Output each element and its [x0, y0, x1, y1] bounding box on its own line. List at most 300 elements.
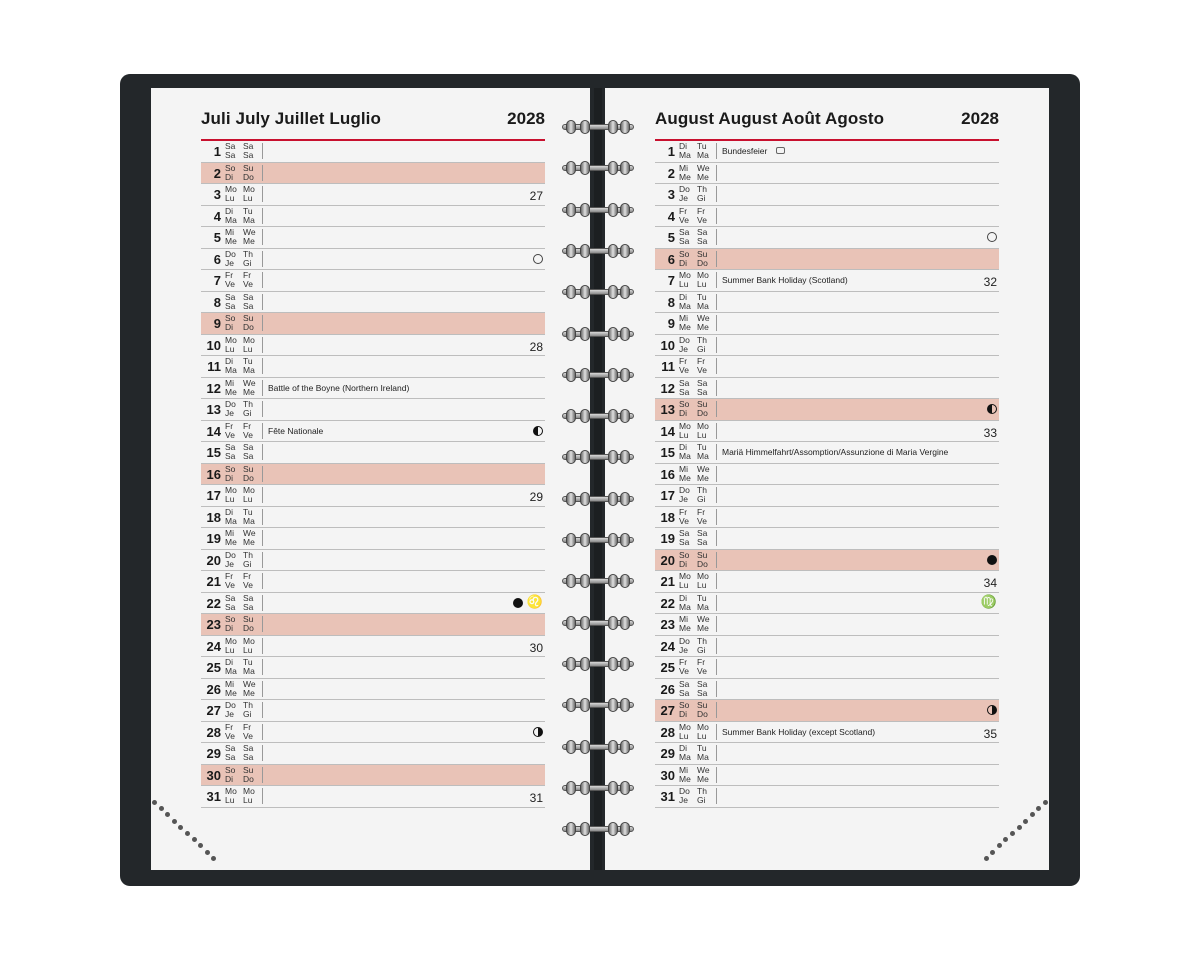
- weekday-abbr-en: Th: [243, 248, 253, 259]
- weekday-abbr-it: Ma: [243, 515, 255, 526]
- weekday-abbr-it: Gi: [697, 343, 706, 354]
- binding-ring: [562, 118, 634, 136]
- day-number: 23: [206, 617, 221, 632]
- binding-ring: [562, 738, 634, 756]
- ring-loop: [580, 327, 590, 341]
- ring-loop: [620, 533, 630, 547]
- ring-loop: [566, 492, 576, 506]
- weekday-abbr-en: Sa: [697, 377, 708, 388]
- weekday-abbr: [243, 293, 253, 311]
- week-number: 29: [529, 490, 543, 504]
- weekday-abbr: [243, 551, 253, 569]
- weekday-abbr-en: Tu: [697, 141, 707, 151]
- weekday-abbr-fr: Ma: [679, 752, 691, 762]
- weekday-abbr-fr: Di: [225, 472, 234, 483]
- weekday-abbr-en: Fr: [697, 506, 706, 517]
- day-row: [655, 765, 999, 787]
- column-separator: [262, 251, 263, 267]
- ring-loop: [620, 327, 630, 341]
- weekday-abbr-fr: Di: [225, 171, 234, 182]
- column-separator: [262, 380, 263, 396]
- weekday-abbr: [697, 529, 707, 547]
- weekday-abbr: [243, 680, 256, 698]
- weekday-abbr-en: Sa: [697, 528, 708, 538]
- weekday-abbr-it: Ma: [697, 601, 709, 612]
- day-row: [201, 636, 545, 658]
- day-row: [201, 743, 545, 765]
- weekday-abbr: [697, 594, 709, 612]
- weekday-abbr: [679, 508, 689, 526]
- ring-loop: [566, 698, 576, 712]
- weekday-abbr-fr: Ve: [679, 214, 689, 225]
- weekday-abbr-it: Me: [697, 623, 709, 633]
- weekday-abbr-fr: Je: [679, 795, 688, 805]
- day-row: [201, 378, 545, 400]
- day-row: [655, 249, 999, 271]
- weekday-abbr-it: Ma: [697, 300, 709, 311]
- day-row: [201, 571, 545, 593]
- weekday-abbr-en: Mo: [697, 721, 709, 732]
- day-number: 11: [661, 359, 675, 374]
- day-number: 12: [206, 380, 221, 396]
- weekday-abbr: [679, 701, 689, 719]
- column-separator: [716, 186, 717, 202]
- weekday-abbr-en: Tu: [697, 442, 707, 452]
- day-row: [201, 141, 545, 163]
- moon-new-icon: [987, 555, 997, 565]
- day-row: [655, 227, 999, 249]
- zodiac-icon: ♌: [526, 593, 543, 609]
- weekday-abbr-en: Mo: [243, 184, 255, 194]
- ring-loop: [608, 285, 618, 299]
- weekday-abbr: [679, 293, 691, 311]
- ring-loop: [608, 327, 618, 341]
- weekday-abbr-en: Su: [243, 162, 254, 173]
- weekday-abbr: [679, 357, 689, 375]
- ring-loop: [620, 285, 630, 299]
- weekday-abbr-fr: Lu: [679, 279, 689, 289]
- weekday-abbr: [225, 658, 237, 676]
- binding-ring: [562, 490, 634, 508]
- column-separator: [262, 745, 263, 761]
- weekday-abbr-en: Su: [697, 549, 708, 560]
- weekday-abbr: [679, 766, 691, 784]
- day-row: [655, 593, 999, 615]
- weekday-abbr-en: Th: [243, 700, 253, 710]
- day-number: 7: [667, 273, 675, 288]
- binding-ring: [562, 407, 634, 425]
- column-separator: [716, 681, 717, 697]
- weekday-abbr-it: Do: [697, 408, 708, 418]
- weekday-abbr-en: Tu: [243, 506, 253, 517]
- weekday-abbr: [225, 680, 237, 698]
- ring-loop: [580, 161, 590, 175]
- day-row: [201, 485, 545, 507]
- weekday-abbr: [225, 744, 235, 762]
- weekday-abbr-fr: Sa: [225, 752, 236, 762]
- column-separator: [716, 401, 717, 417]
- weekday-abbr: [697, 723, 709, 741]
- moon-half-left-icon: [987, 404, 997, 414]
- weekday-abbr-en: Mo: [243, 786, 255, 796]
- binding-ring: [562, 366, 634, 384]
- day-row: [201, 292, 545, 314]
- day-number: 14: [660, 423, 675, 439]
- ring-loop: [580, 533, 590, 547]
- weekday-abbr-de: Mo: [679, 571, 691, 581]
- column-separator: [262, 401, 263, 417]
- weekday-abbr: [225, 314, 235, 332]
- weekday-abbr-de: Di: [225, 205, 234, 216]
- day-number: 3: [213, 187, 221, 202]
- day-number: 29: [660, 746, 675, 761]
- ring-loop: [580, 574, 590, 588]
- weekday-abbr: [243, 422, 253, 440]
- weekday-abbr: [225, 594, 235, 612]
- week-number: 27: [529, 189, 543, 203]
- moon-new-icon: [513, 598, 523, 608]
- weekday-abbr-de: Di: [679, 442, 688, 452]
- weekday-abbr-fr: Je: [679, 343, 688, 354]
- ring-loop: [608, 781, 618, 795]
- weekday-abbr-en: Fr: [243, 270, 252, 280]
- column-separator: [716, 724, 717, 740]
- day-number: 10: [660, 337, 675, 353]
- weekday-abbr-fr: Sa: [679, 537, 690, 547]
- day-row: [655, 378, 999, 400]
- weekday-abbr-it: Ma: [697, 150, 709, 160]
- week-number: 28: [529, 339, 543, 354]
- weekday-abbr-it: Ma: [697, 451, 709, 461]
- moon-half-left-icon: [533, 426, 543, 436]
- weekday-abbr-it: Me: [243, 386, 255, 397]
- weekday-abbr-it: Lu: [243, 644, 253, 655]
- swiss-flag-icon: [776, 147, 785, 154]
- weekday-abbr-en: Sa: [243, 141, 254, 151]
- day-row: [655, 163, 999, 185]
- weekday-abbr: [679, 207, 689, 225]
- weekday-abbr-de: Do: [679, 184, 690, 194]
- weekday-abbr-it: Lu: [243, 494, 253, 504]
- week-number: 31: [529, 791, 543, 805]
- weekday-abbr-fr: Lu: [225, 644, 235, 655]
- weekday-abbr: [679, 572, 691, 590]
- weekday-abbr-de: Di: [679, 141, 688, 151]
- column-separator: [262, 487, 263, 503]
- moon-full-icon: [533, 254, 543, 264]
- weekday-abbr: [679, 443, 691, 461]
- weekday-abbr: [697, 142, 709, 160]
- weekday-abbr-it: Gi: [243, 709, 252, 719]
- weekday-abbr-it: Lu: [243, 193, 253, 203]
- day-row: [201, 657, 545, 679]
- weekday-abbr-fr: Di: [679, 257, 688, 268]
- weekday-abbr-fr: Ma: [225, 515, 237, 526]
- weekday-abbr: [225, 207, 237, 225]
- perforation-dot: [192, 837, 197, 842]
- weekday-abbr-de: Di: [679, 743, 688, 753]
- weekday-abbr: [225, 486, 237, 504]
- weekday-abbr-fr: Di: [225, 322, 234, 332]
- day-number: 8: [213, 294, 221, 310]
- week-number: 34: [983, 576, 997, 590]
- ring-loop: [580, 368, 590, 382]
- weekday-abbr: [225, 400, 236, 418]
- weekday-abbr-fr: Sa: [679, 687, 690, 698]
- weekday-abbr-fr: Me: [679, 171, 691, 182]
- day-number: 19: [206, 531, 221, 546]
- weekday-abbr: [697, 486, 707, 504]
- weekday-abbr-de: So: [679, 700, 690, 710]
- weekday-abbr-en: Th: [697, 786, 707, 796]
- day-number: 1: [213, 144, 221, 159]
- day-number: 8: [667, 294, 675, 310]
- perforation-dot: [172, 819, 177, 824]
- day-row: [201, 679, 545, 701]
- column-separator: [262, 788, 263, 804]
- weekday-abbr-fr: Me: [225, 236, 237, 246]
- ring-loop: [608, 450, 618, 464]
- weekday-abbr-it: Sa: [243, 752, 254, 762]
- weekday-abbr-de: Mi: [679, 463, 688, 474]
- weekday-abbr: [243, 594, 253, 612]
- weekday-abbr-en: We: [697, 764, 710, 775]
- day-row: [201, 356, 545, 378]
- weekday-abbr-de: Sa: [225, 442, 236, 452]
- weekday-abbr-it: Ve: [697, 666, 707, 676]
- weekday-abbr: [679, 637, 690, 655]
- weekday-abbr-de: Mo: [225, 786, 237, 796]
- column-separator: [716, 294, 717, 310]
- day-row: [201, 184, 545, 206]
- weekday-abbr: [697, 250, 708, 268]
- perforation-dot: [1010, 831, 1015, 836]
- column-separator: [716, 595, 717, 611]
- weekday-abbr-en: Fr: [243, 721, 252, 732]
- weekday-abbr: [679, 680, 689, 698]
- day-row: [655, 722, 999, 744]
- day-row: [655, 421, 999, 443]
- weekday-abbr: [243, 529, 256, 547]
- holiday-label: Bundesfeier: [722, 146, 768, 156]
- day-number: 9: [667, 316, 675, 331]
- weekday-abbr-fr: Ve: [225, 279, 235, 289]
- weekday-abbr: [679, 400, 689, 418]
- column-separator: [262, 423, 263, 439]
- ring-loop: [566, 203, 576, 217]
- day-number: 18: [660, 509, 675, 525]
- weekday-abbr-de: Fr: [679, 356, 688, 366]
- perforation-dot: [984, 856, 989, 861]
- day-number: 1: [667, 144, 675, 159]
- weekday-abbr: [679, 787, 690, 805]
- day-row: [201, 614, 545, 636]
- weekday-abbr: [697, 680, 707, 698]
- weekday-abbr-en: Sa: [243, 442, 254, 452]
- day-number: 25: [206, 660, 221, 675]
- column-separator: [262, 466, 263, 482]
- weekday-abbr: [679, 529, 689, 547]
- weekday-abbr-it: Lu: [243, 343, 253, 354]
- day-number: 26: [660, 681, 675, 697]
- weekday-abbr: [243, 379, 256, 397]
- weekday-abbr-de: Mo: [679, 270, 691, 280]
- weekday-abbr-en: Th: [697, 184, 707, 194]
- weekday-abbr: [243, 486, 255, 504]
- perforation-dot: [1023, 819, 1028, 824]
- weekday-abbr-de: Mi: [679, 313, 688, 323]
- perforation-dot: [152, 800, 157, 805]
- column-separator: [716, 358, 717, 374]
- weekday-abbr: [225, 723, 235, 741]
- day-row: [655, 700, 999, 722]
- day-list: [201, 141, 545, 808]
- weekday-abbr-de: Mo: [679, 420, 691, 431]
- ring-loop: [566, 533, 576, 547]
- weekday-abbr-en: Tu: [697, 592, 707, 603]
- column-separator: [262, 767, 263, 783]
- weekday-abbr-en: Su: [243, 614, 254, 624]
- weekday-abbr-it: Me: [243, 537, 255, 547]
- binding-ring: [562, 531, 634, 549]
- day-row: [201, 421, 545, 443]
- weekday-abbr-de: Sa: [225, 141, 236, 151]
- weekday-abbr-fr: Sa: [679, 386, 690, 397]
- weekday-abbr-fr: Di: [225, 773, 234, 784]
- column-separator: [716, 272, 717, 288]
- weekday-abbr-it: Lu: [243, 795, 253, 805]
- day-number: 15: [206, 445, 221, 460]
- column-separator: [716, 251, 717, 267]
- ring-loop: [608, 409, 618, 423]
- weekday-abbr-en: Fr: [243, 420, 252, 431]
- weekday-abbr-en: Mo: [697, 420, 709, 431]
- ring-loop: [620, 368, 630, 382]
- weekday-abbr: [679, 658, 689, 676]
- day-row: [655, 399, 999, 421]
- ring-loop: [608, 616, 618, 630]
- weekday-abbr: [243, 443, 253, 461]
- weekday-abbr: [243, 185, 255, 203]
- weekday-abbr-en: Th: [243, 549, 253, 560]
- perforation-dot: [1017, 825, 1022, 830]
- weekday-abbr-it: Sa: [697, 687, 708, 698]
- weekday-abbr-de: Sa: [225, 743, 236, 753]
- weekday-abbr-it: Do: [243, 773, 254, 784]
- weekday-abbr-it: Sa: [243, 601, 254, 612]
- week-number: 33: [983, 425, 997, 440]
- column-separator: [262, 659, 263, 675]
- weekday-abbr-de: So: [225, 463, 236, 474]
- ring-loop: [620, 822, 630, 836]
- weekday-abbr-en: Tu: [243, 356, 253, 366]
- weekday-abbr-it: Sa: [243, 300, 254, 311]
- day-number: 30: [660, 767, 675, 783]
- column-separator: [716, 573, 717, 589]
- weekday-abbr-it: Lu: [697, 730, 707, 741]
- perforation-dot: [159, 806, 164, 811]
- weekday-abbr: [225, 293, 235, 311]
- column-separator: [716, 444, 717, 460]
- weekday-abbr: [243, 723, 253, 741]
- weekday-abbr-de: Do: [225, 549, 236, 560]
- month-header: [201, 109, 545, 141]
- weekday-abbr-it: Ve: [243, 730, 253, 741]
- weekday-abbr-de: Di: [225, 506, 234, 517]
- day-row: [655, 679, 999, 701]
- weekday-abbr: [225, 271, 235, 289]
- moon-full-icon: [987, 232, 997, 242]
- weekday-abbr-en: Mo: [243, 485, 255, 495]
- day-number: 12: [660, 380, 675, 396]
- day-number: 30: [206, 767, 221, 783]
- weekday-abbr: [243, 271, 253, 289]
- weekday-abbr-de: Do: [679, 334, 690, 345]
- day-row: [201, 765, 545, 787]
- weekday-abbr-fr: Di: [679, 408, 688, 418]
- ring-loop: [566, 781, 576, 795]
- day-number: 20: [206, 552, 221, 568]
- weekday-abbr-en: We: [697, 463, 710, 474]
- day-row: [655, 571, 999, 593]
- weekday-abbr-it: Ve: [697, 365, 707, 375]
- weekday-abbr-it: Sa: [243, 451, 254, 461]
- column-separator: [716, 616, 717, 632]
- weekday-abbr-fr: Je: [225, 257, 234, 268]
- weekday-abbr-it: Ma: [243, 365, 255, 375]
- weekday-abbr-fr: Lu: [679, 429, 689, 440]
- weekday-abbr: [225, 637, 237, 655]
- day-number: 25: [660, 660, 675, 675]
- weekday-abbr-en: We: [697, 614, 710, 624]
- weekday-abbr-en: Tu: [697, 743, 707, 753]
- weekday-abbr-fr: Ve: [225, 580, 235, 590]
- day-row: [655, 786, 999, 808]
- weekday-abbr-en: Su: [697, 700, 708, 710]
- perforation-dot: [185, 831, 190, 836]
- weekday-abbr: [225, 572, 235, 590]
- weekday-abbr-it: Sa: [243, 150, 254, 160]
- weekday-abbr-fr: Ma: [679, 451, 691, 461]
- week-number: 32: [983, 275, 997, 289]
- day-number: 21: [660, 574, 675, 589]
- month-title: Juli July Juillet Luglio: [201, 109, 381, 128]
- day-number: 22: [206, 595, 221, 611]
- weekday-abbr-en: Sa: [697, 227, 708, 237]
- ring-loop: [566, 161, 576, 175]
- column-separator: [716, 509, 717, 525]
- day-number: 2: [213, 165, 221, 181]
- weekday-abbr-en: Th: [697, 635, 707, 646]
- weekday-abbr: [679, 185, 690, 203]
- weekday-abbr-it: Gi: [243, 257, 252, 268]
- ring-loop: [620, 616, 630, 630]
- column-separator: [262, 229, 263, 245]
- weekday-abbr-de: Di: [679, 291, 688, 302]
- column-separator: [716, 423, 717, 439]
- weekday-abbr: [243, 250, 253, 268]
- day-number: 19: [660, 531, 675, 546]
- weekday-abbr-fr: Lu: [225, 343, 235, 354]
- ring-loop: [580, 203, 590, 217]
- day-row: [655, 636, 999, 658]
- day-number: 31: [660, 789, 675, 804]
- day-number: 26: [206, 681, 221, 697]
- weekday-abbr-fr: Sa: [225, 300, 236, 311]
- weekday-abbr-de: Fr: [225, 270, 234, 280]
- weekday-abbr-it: Do: [697, 709, 708, 719]
- ring-loop: [580, 616, 590, 630]
